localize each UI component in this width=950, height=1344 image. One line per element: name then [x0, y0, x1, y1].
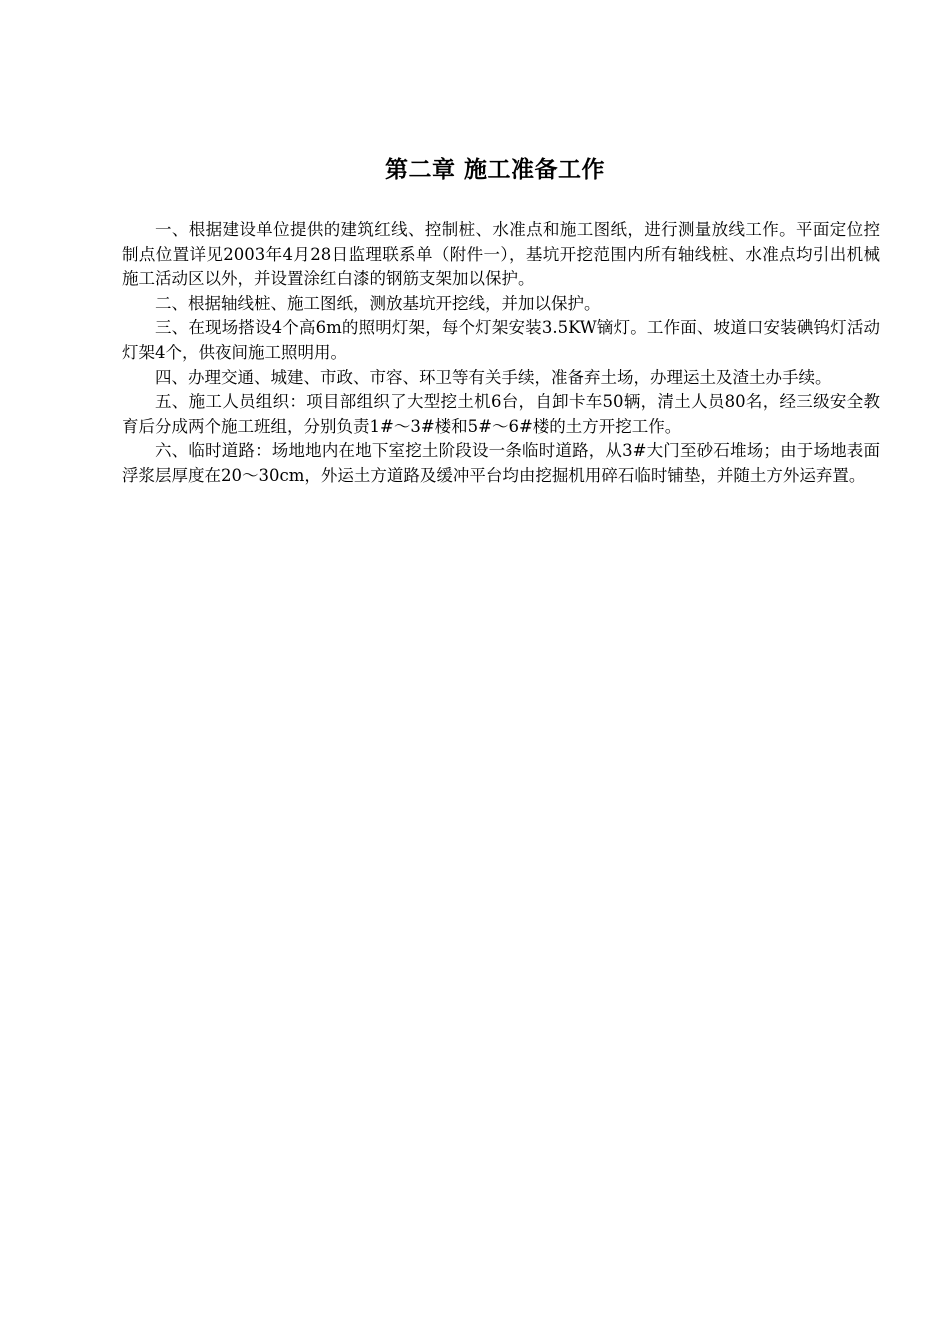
paragraph-excavation-line: 二、根据轴线桩、施工图纸，测放基坑开挖线，并加以保护。	[155, 293, 601, 313]
chapter-title: 第二章 施工准备工作	[384, 157, 605, 183]
paragraph-survey-layout: 一、根据建设单位提供的建筑红线、控制桩、水准点和施工图纸，进行测量放线工作。平面定位控制点位置详见2003年4月28日监理联系单（附件一），基坑开挖范围内所有轴线桩、水准点均引出机械施工活动区以外，并设置涂红白漆的钢筋支架加以保护。	[122, 220, 880, 289]
body-text	[122, 218, 880, 489]
paragraph-lighting: 三、在现场搭设4个高6m的照明灯架，每个灯架安装3.5KW镝灯。工作面、坡道口安装碘钨灯活动灯架4个，供夜间施工照明用。	[122, 318, 880, 362]
paragraph-permits: 四、办理交通、城建、市政、市容、环卫等有关手续，准备弃土场，办理运土及渣土办手续。	[155, 367, 832, 387]
paragraph-personnel: 五、施工人员组织：项目部组织了大型挖土机6台，自卸卡车50辆，清土人员80名，经三级安全教育后分成两个施工班组，分别负责1#～3#楼和5#～6#楼的土方开挖工作。	[122, 392, 880, 436]
paragraph-temporary-road: 六、临时道路：场地地内在地下室挖土阶段设一条临时道路，从3#大门至砂石堆场；由于场地表面浮浆层厚度在20～30cm，外运土方道路及缓冲平台均由挖掘机用碎石临时铺垫，并随土方外运弃置。	[122, 441, 880, 485]
